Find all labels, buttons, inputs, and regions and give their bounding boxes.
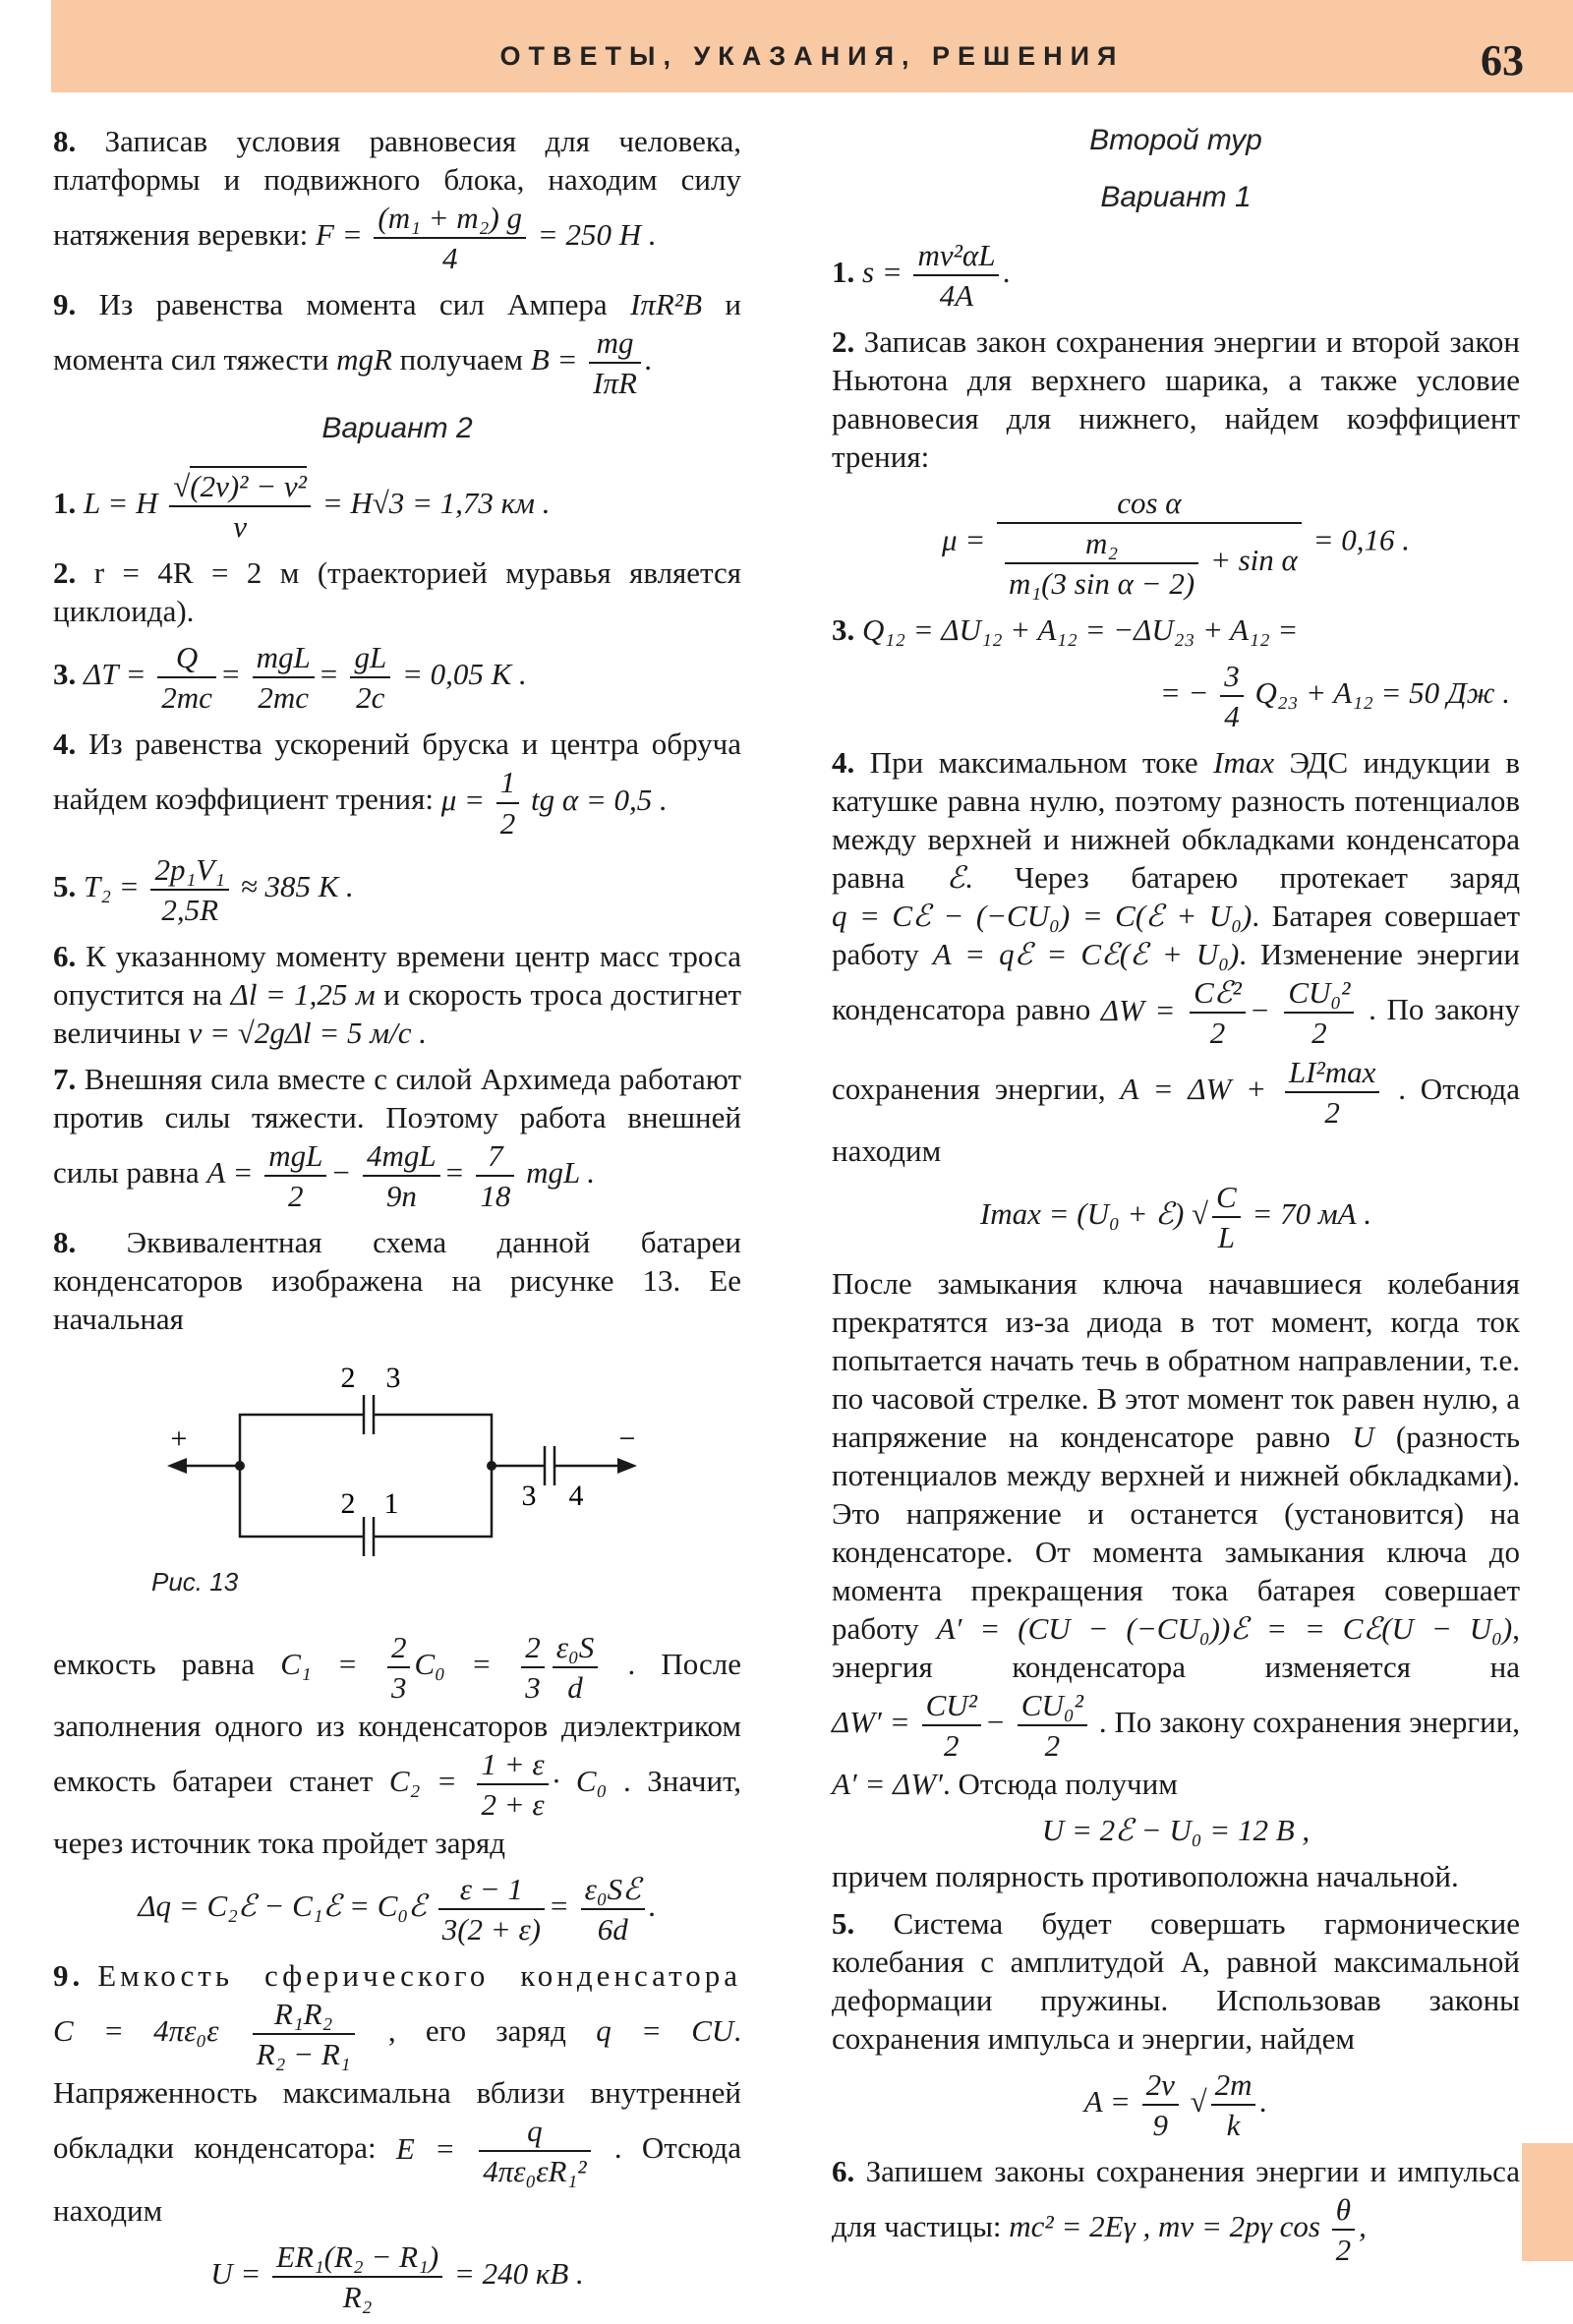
formula-amplitude: A = $\frac{2v}{9}$ √ $\frac{2m}{k}$ .: [1083, 2066, 1268, 2142]
figure-13-caption: Рис. 13: [151, 1567, 239, 1598]
heading-variant-2: Вариант 2: [321, 412, 473, 445]
fig-label-minus: −: [618, 1423, 636, 1456]
running-title: ОТВЕТЫ, УКАЗАНИЯ, РЕШЕНИЯ: [499, 41, 1125, 71]
formula-imax: Imax = (U₀ + ℰ) √ $\frac{C}{L}$ = 70 мА .: [979, 1179, 1372, 1254]
fig-label-top-2: 3: [385, 1362, 401, 1395]
page-header: [51, 0, 1573, 92]
tour2-answer-4-cont: После замыкания ключа начавшиеся колебания прекратятся из-за диода в тот момент, когда ток попытается начать течь в обратном направлении, т.е. по часовой стрелке. В этот момент ток равен нулю, а напряжение на конденсаторе равно U (разность потенциалов между верхней и нижней обкладками). Это напряжение и останется (установится) на конденсаторе. От момента замыкания ключа до момента прекращения тока батарея совершает работу A′ = (CU − (−CU₀))ℰ = = Cℰ(U − U₀), энергия конденсатора изменяется на ΔW′ = $\frac{\text{CU²}}{2}$ − $\frac{\text{CU₀²}}{2}$ . По закону сохранения энергии, A′ = ΔW′. Отсюда получим: [832, 1265, 1521, 1802]
fig-label-plus: +: [170, 1423, 188, 1456]
heading-second-tour: Второй тур: [1089, 124, 1262, 156]
variant2-answer-1: 1. L = H $\frac{\text{√(2v)² − v²}}{v}$ = H√3 = 1,73 км .: [53, 467, 741, 546]
answer-9-tour1: 9. Из равенства момента сил Ампера IπR²B и момента сил тяжести mgR получаем B = $\frac{mg}{\text{IπR}}$ .: [53, 287, 741, 401]
variant2-answer-7: 7. Внешняя сила вместе с силой Архимеда работают против силы тяжести. Поэтому работа внешней силы равна A = $\frac{\text{mgL}}{2}$ − $\frac{\text{4mgL}}{9n}$ = $\frac{7}{18}$ mgL .: [53, 1061, 742, 1213]
variant2-answer-3: 3. ΔT = $\frac{Q}{2mc}$ = $\frac{\text{mgL}}{2mc}$ = $\frac{gL}{2c}$ = 0,05 К .: [53, 640, 527, 716]
formula-b: B = $\frac{mg}{\text{IπR}}$ .: [530, 325, 653, 401]
tour2-answer-5: 5. Система будет совершать гармонические колебания с амплитудой A, равной максимальной деформации пружины. Использовав законы сохранения импульса и энергии, найдем: [832, 1905, 1521, 2056]
fig-label-bottom-2: 1: [383, 1487, 399, 1521]
variant2-answer-8: 8. Эквивалентная схема данной батареи конденсаторов изображена на рисунке 13. Ее начальная: [53, 1224, 741, 1337]
variant2-answer-8-cont: емкость равна C₁ = $\frac{2}{3}$ C₀ = $\frac{2}{3}$ $\frac{\text{ε₀S}}{d}$ . После заполнения одного из конденсаторов диэлектриком емкость батареи станет C₂ = $\frac{1 + \varepsilon}{2 + \varepsilon}$ · C₀ . Значит, через источник тока пройдет заряд: [53, 1629, 742, 1861]
formula-u-12: U = 2ℰ − U₀ = 12 В ,: [1041, 1813, 1311, 1848]
side-tab: [1522, 2143, 1573, 2261]
fig-label-bottom-1: 2: [340, 1487, 356, 1521]
formula-q12-cont: = − $\frac{3}{4}$ Q₂₃ + A₁₂ = 50 Дж .: [1159, 659, 1510, 734]
figure-13-circuit: [53, 1346, 741, 1572]
fig-label-right-2: 4: [568, 1480, 584, 1513]
left-column: [53, 122, 741, 2324]
formula-mu: μ = cos α $\frac{\text{m₂}}{\text{m₁(3 sin α − 2)}}$ + sin α = 0,16 .: [942, 485, 1410, 601]
tour2-answer-4: 4. При максимальном токе Imax ЭДС индукции в катушке равна нулю, поэтому разность потенциалов между верхней и нижней обкладками конденсатора равна ℰ. Через батарею протекает заряд q = Cℰ − (−CU₀) = C(ℰ + U₀). Батарея совершает работу A = qℰ = Cℰ(ℰ + U₀). Изменение энергии конденсатора равно ΔW = $\frac{\text{Cℰ²}}{2}$ − $\frac{\text{CU₀²}}{2}$ . По закону сохранения энергии, A = ΔW + $\frac{\text{LI²max}}{2}$ . Отсюда находим: [832, 745, 1521, 1168]
variant2-answer-2: 2. r = 4R = 2 м (траекторией муравья является циклоида).: [53, 555, 741, 629]
variant2-answer-9: 9. Емкость сферического конденсатора C = 4πε₀ε $\frac{\text{R₁R₂}}{\text{R₂ − R₁}}$ , его заряд q = CU. Напряженность максимальна вблизи внутренней обкладки конденсатора: E = $\frac{q}{\text{4πε₀εR₁²}}$ . Отсюда находим: [53, 1958, 742, 2228]
variant2-answer-5: 5. T₂ = $\frac{\text{2p₁V₁}}{2,5R}$ ≈ 385 К .: [53, 851, 354, 927]
right-column: [832, 122, 1520, 2277]
tour2-answer-4-end: причем полярность противоположна начальной.: [832, 1859, 1459, 1894]
heading-variant-1: Вариант 1: [1100, 180, 1252, 213]
page-number: 63: [1481, 36, 1524, 85]
variant2-answer-4: 4. Из равенства ускорений бруска и центра обруча найдем коэффициент трения: μ = $\frac{1}{2}$ tg α = 0,5 .: [53, 726, 742, 841]
tour2-answer-3: 3. Q₁₂ = ΔU₁₂ + A₁₂ = −ΔU₂₃ + A₁₂ =: [832, 612, 1299, 648]
fig-label-top-1: 2: [340, 1362, 356, 1395]
tour2-answer-2: 2. Записав закон сохранения энергии и второй закон Ньютона для верхнего шарика, а также условие равновесия для нижнего, найдем коэффициент трения:: [832, 323, 1521, 474]
fig-label-right-1: 3: [521, 1480, 537, 1513]
tour2-answer-6: 6. Запишем законы сохранения энергии и импульса для частицы: mc² = 2Eγ , mv = 2pγ cos $\frac{\theta}{2}$ ,: [832, 2153, 1520, 2267]
formula-u-240: U = $\frac{\text{ER₁(R₂ − R₁)}}{\text{R₂}}$ = 240 кВ .: [210, 2238, 584, 2314]
variant2-answer-6: 6. К указанному моменту времени центр масс троса опустится на Δl = 1,25 м и скорость троса достигнет величины v = √2gΔl = 5 м/с .: [53, 938, 742, 1050]
tour2-answer-1: 1. s = $\frac{\text{mv²αL}}{4A}$ .: [832, 237, 1012, 313]
formula-dq: Δq = C₂ℰ − C₁ℰ = C₀ℰ $\frac{\varepsilon - 1}{3(2 + \varepsilon)}$ = $\frac{\text{ε₀Sℰ}}{6d}$ .: [138, 1872, 657, 1947]
formula-tension: F = $\frac{\text{(m₁ + m₂) g}}{4}$ = 250 Н .: [316, 201, 657, 276]
answer-8-tour1: 8. Записав условия равновесия для человека, платформы и подвижного блока, находим силу натяжения веревки: F = $\frac{\text{(m₁ + m₂) g}}{4}$ = 250 Н .: [53, 124, 741, 276]
